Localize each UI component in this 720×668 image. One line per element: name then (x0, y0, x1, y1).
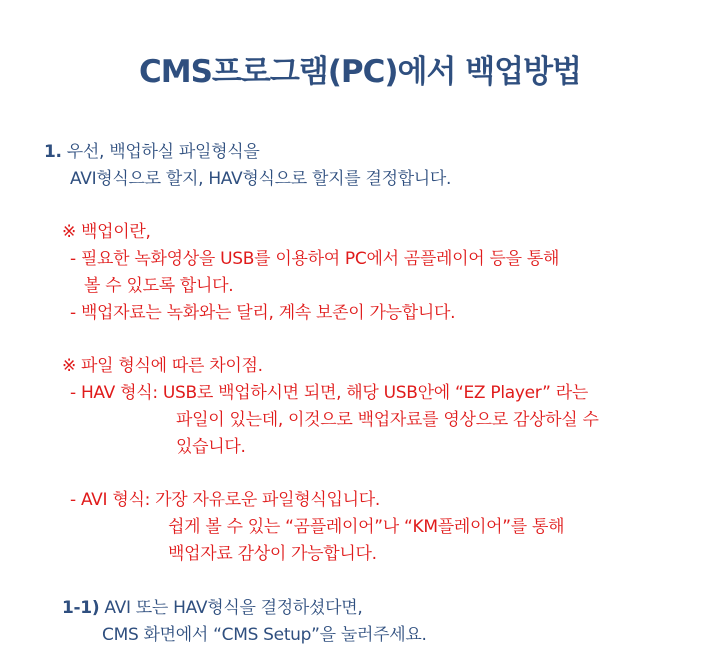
hav-format-line-1 (70, 382, 588, 404)
hav-format-line-2: 파일이 있는데, 이것으로 백업자료를 영상으로 감상하실 수 (176, 410, 599, 430)
step-1-text: 우선, 백업하실 파일형식을 (66, 142, 260, 162)
step-1-1-number: 1-1) (62, 598, 100, 618)
format-note-heading: ※ 파일 형식에 따른 차이점. (62, 356, 263, 376)
avi-format-text: 가장 자유로운 파일형식입니다. (155, 490, 381, 510)
page-title: CMS프로그램(PC)에서 백업방법 (139, 54, 581, 90)
step-1-1-line-1 (62, 597, 363, 619)
avi-format-line-2: 쉽게 볼 수 있는 “곰플레이어”나 “KM플레이어”를 통해 (168, 517, 565, 537)
hav-format-line-3: 있습니다. (176, 437, 246, 457)
hav-format-label: - HAV 형식: (70, 383, 158, 403)
step-1-1-line-2: CMS 화면에서 “CMS Setup”을 눌러주세요. (102, 625, 427, 645)
step-1-1-text: AVI 또는 HAV형식을 결정하셨다면, (104, 598, 363, 618)
step-1-number: 1. (44, 142, 62, 162)
avi-format-label: - AVI 형식: (70, 490, 150, 510)
step-1-line-2: AVI형식으로 할지, HAV형식으로 할지를 결정합니다. (70, 169, 452, 189)
backup-note-heading: ※ 백업이란, (62, 222, 151, 242)
backup-note-bullet-1-line-1: - 필요한 녹화영상을 USB를 이용하여 PC에서 곰플레이어 등을 통해 (70, 249, 560, 269)
step-1-line-1 (44, 141, 259, 163)
backup-note-bullet-2: - 백업자료는 녹화와는 달리, 계속 보존이 가능합니다. (70, 303, 456, 323)
hav-format-text: USB로 백업하시면 되면, 해당 USB안에 “EZ Player” 라는 (162, 383, 589, 403)
backup-note-bullet-1-line-2: 볼 수 있도록 합니다. (84, 276, 234, 296)
avi-format-line-1 (70, 489, 380, 511)
avi-format-line-3: 백업자료 감상이 가능합니다. (168, 544, 377, 564)
